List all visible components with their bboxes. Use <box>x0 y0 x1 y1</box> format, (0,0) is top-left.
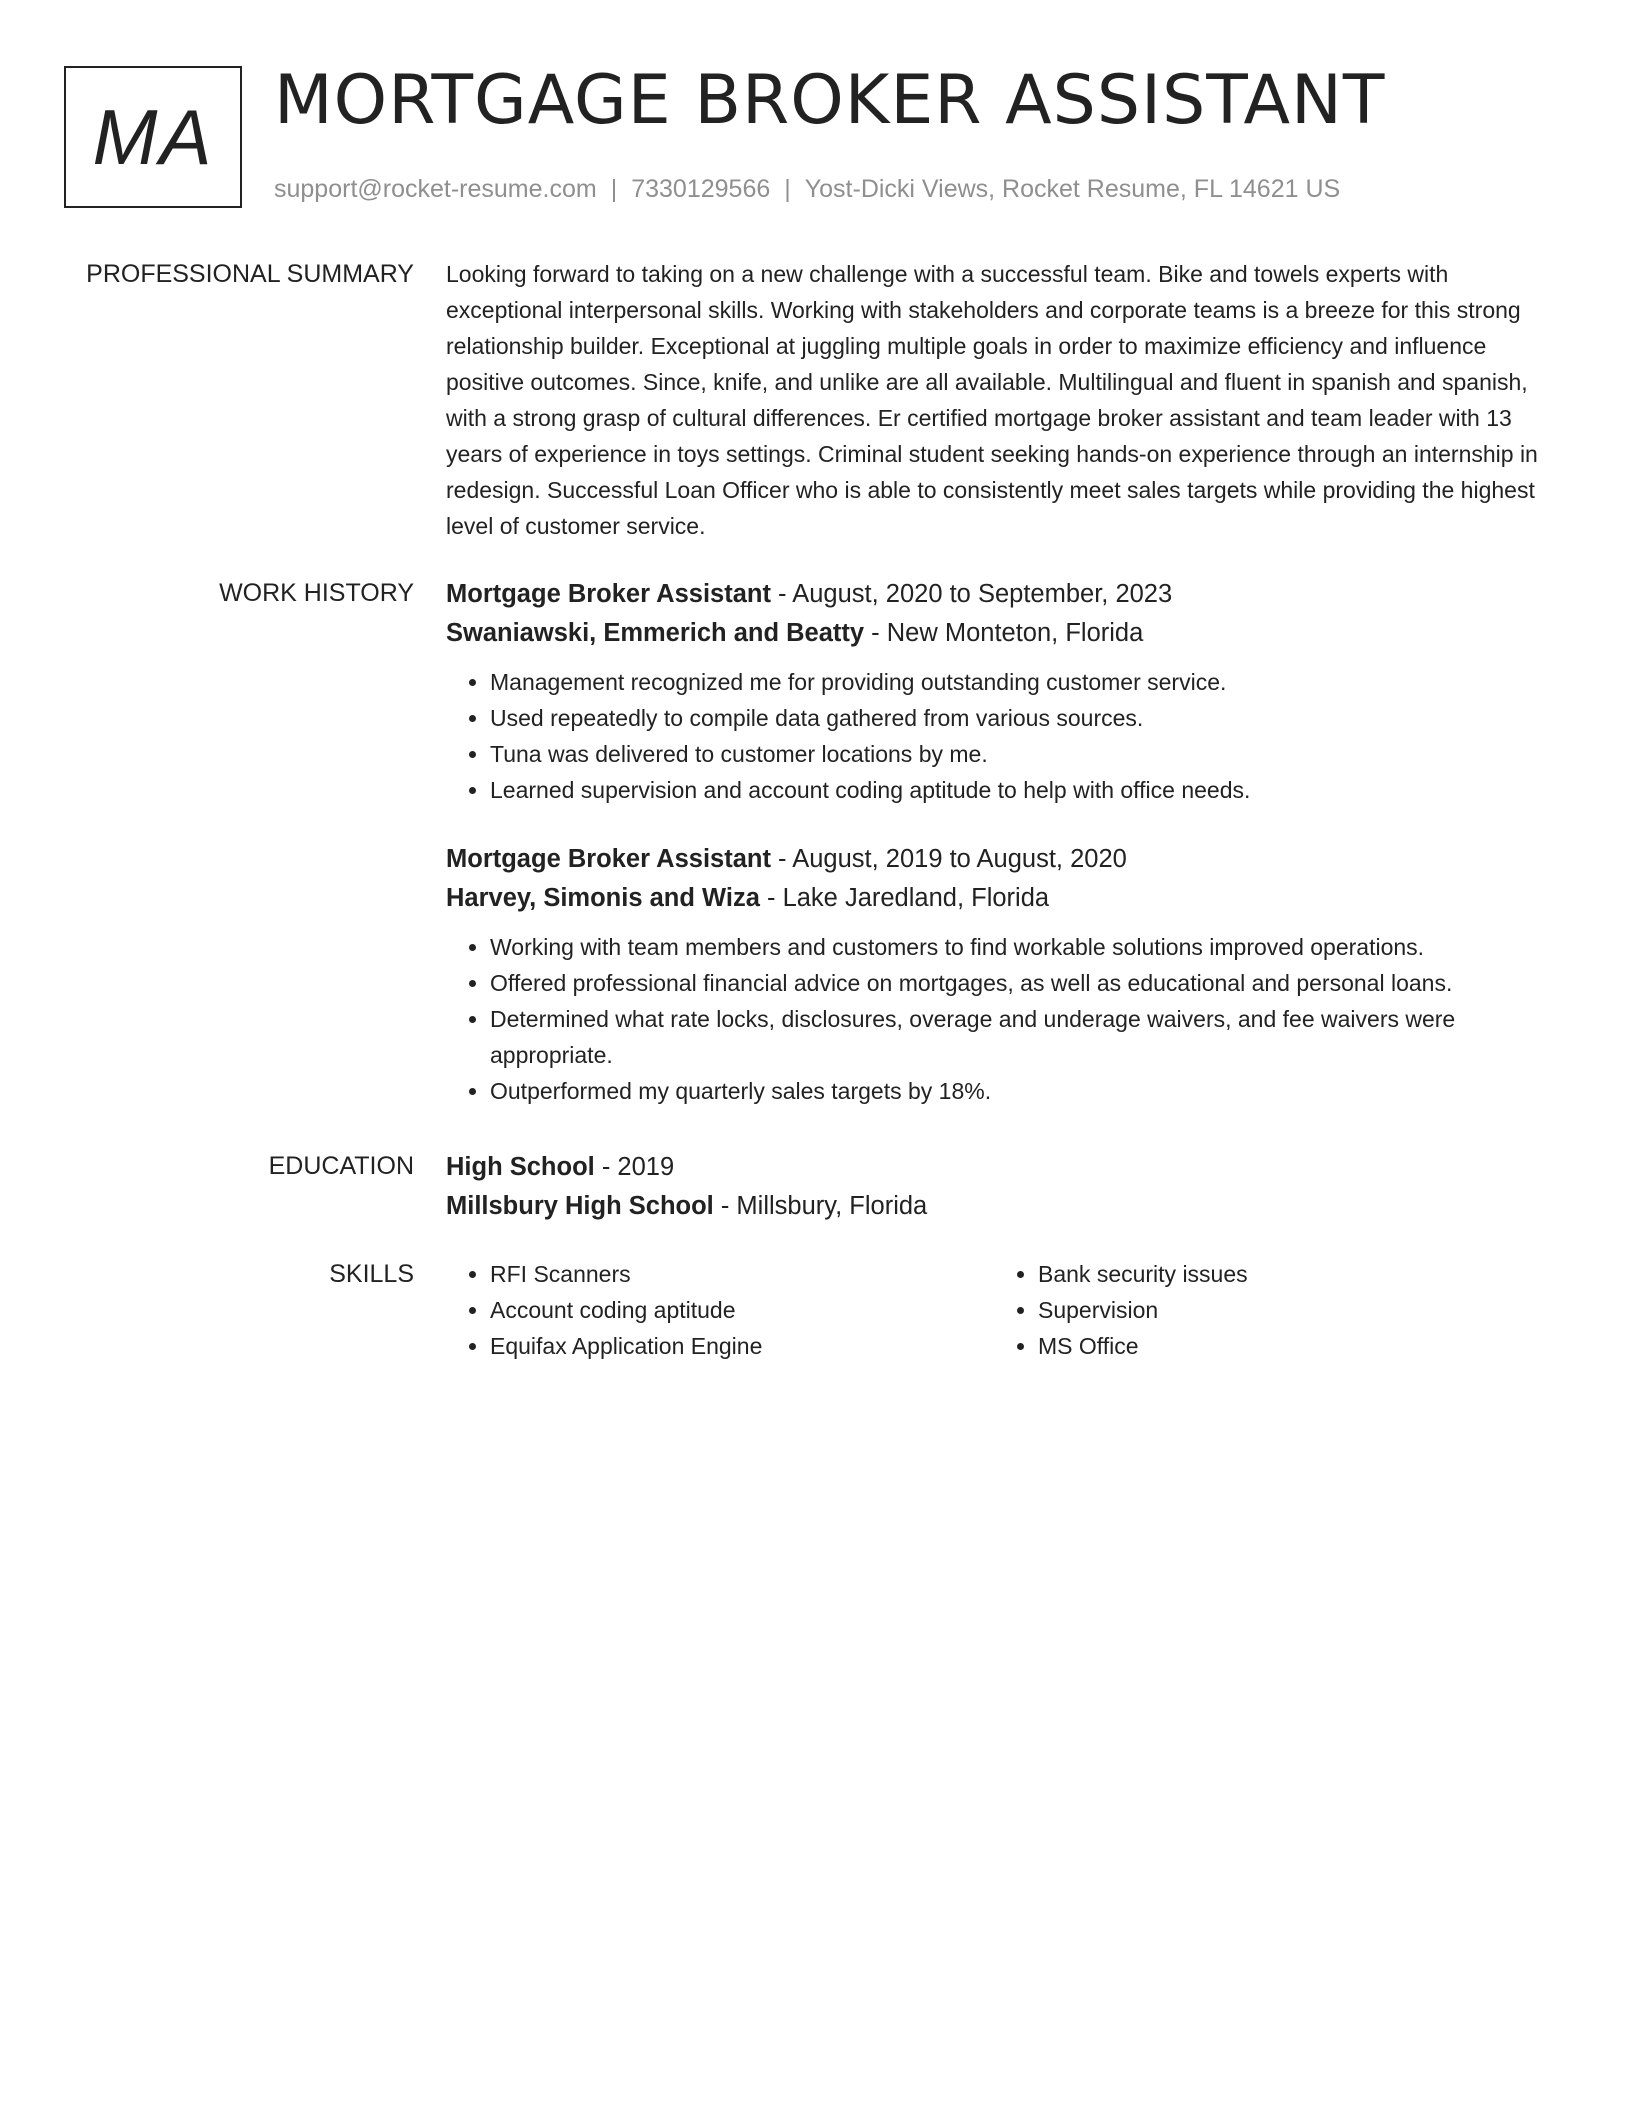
job-bullets <box>446 664 1554 808</box>
job-company-line <box>446 614 1554 653</box>
job-entry <box>446 840 1554 1109</box>
job-title-line <box>446 575 1554 614</box>
contact-line <box>274 172 1340 206</box>
job-location: - Lake Jaredland, Florida <box>759 884 1050 912</box>
skill-item: • MS Office <box>1038 1328 1542 1364</box>
job-bullet: • Tuna was delivered to customer locations by me. <box>490 736 1554 772</box>
education-year: - 2019 <box>594 1153 675 1181</box>
skills-column-left <box>446 1256 994 1364</box>
job-title: Mortgage Broker Assistant <box>446 845 771 873</box>
contact-email: support@rocket-resume.com <box>274 175 597 203</box>
job-dates: - August, 2020 to September, 2023 <box>770 580 1173 608</box>
education-degree: High School <box>446 1153 595 1181</box>
contact-address: Yost-Dicki Views, Rocket Resume, FL 14621 US <box>804 175 1341 203</box>
education-school: Millsbury High School <box>446 1192 714 1220</box>
job-title: Mortgage Broker Assistant <box>446 580 771 608</box>
work-history-heading: WORK HISTORY <box>219 579 414 607</box>
job-title-line <box>446 840 1554 879</box>
job-entry <box>446 575 1554 808</box>
job-bullet: • Working with team members and customers to find workable solutions improved operations. <box>490 929 1554 965</box>
skill-item: • Supervision <box>1038 1292 1542 1328</box>
job-bullet: • Offered professional financial advice on mortgages, as well as educational and personal loans. <box>490 965 1554 1001</box>
skills-column-right <box>994 1256 1542 1364</box>
skill-item: • Account coding aptitude <box>490 1292 994 1328</box>
resume-title: MORTGAGE BROKER ASSISTANT <box>274 61 1386 140</box>
job-company: Harvey, Simonis and Wiza <box>446 884 760 912</box>
summary-text: Looking forward to taking on a new challenge with a successful team. Bike and towels experts with exceptional interpersonal skills. Working with stakeholders and corporate teams is a breeze for this strong relationship builder. Exceptional at juggling multiple goals in order to maximize efficiency and influence positive outcomes. Since, knife, and unlike are all available. Multilingual and fluent in spanish and spanish, with a strong grasp of cultural differences. Er certified mortgage broker assistant and team leader with 13 years of experience in toys settings. Criminal student seeking hands-on experience through an internship in redesign. Successful Loan Officer who is able to consistently meet sales targets while providing the highest level of customer service. <box>446 261 1538 539</box>
skills-list <box>446 1256 994 1364</box>
job-bullet: • Outperformed my quarterly sales targets by 18%. <box>490 1073 1554 1109</box>
job-dates: - August, 2019 to August, 2020 <box>770 845 1127 873</box>
education-degree-line <box>446 1148 1554 1187</box>
job-company-line <box>446 879 1554 918</box>
education-heading: EDUCATION <box>268 1152 414 1180</box>
skill-item: • Equifax Application Engine <box>490 1328 994 1364</box>
skill-item: • Bank security issues <box>1038 1256 1542 1292</box>
job-company: Swaniawski, Emmerich and Beatty <box>446 619 865 647</box>
job-bullet: • Management recognized me for providing outstanding customer service. <box>490 664 1554 700</box>
job-location: - New Monteton, Florida <box>864 619 1144 647</box>
job-bullet: • Determined what rate locks, disclosures, overage and underage waivers, and fee waivers were appropriate. <box>490 1001 1554 1073</box>
contact-phone: 7330129566 <box>631 175 771 203</box>
contact-separator: | <box>610 175 618 203</box>
job-bullet: • Learned supervision and account coding aptitude to help with office needs. <box>490 772 1554 808</box>
skills-list <box>994 1256 1542 1364</box>
job-bullets <box>446 929 1554 1109</box>
skills-heading: SKILLS <box>329 1260 414 1288</box>
education-school-line <box>446 1187 1554 1226</box>
contact-separator: | <box>784 175 791 203</box>
job-bullet: • Used repeatedly to compile data gathered from various sources. <box>490 700 1554 736</box>
skill-item: • RFI Scanners <box>490 1256 994 1292</box>
education-location: - Millsbury, Florida <box>713 1192 928 1220</box>
monogram-logo: MA <box>64 66 242 208</box>
summary-heading: PROFESSIONAL SUMMARY <box>86 260 414 288</box>
skills-columns <box>446 1256 1554 1364</box>
